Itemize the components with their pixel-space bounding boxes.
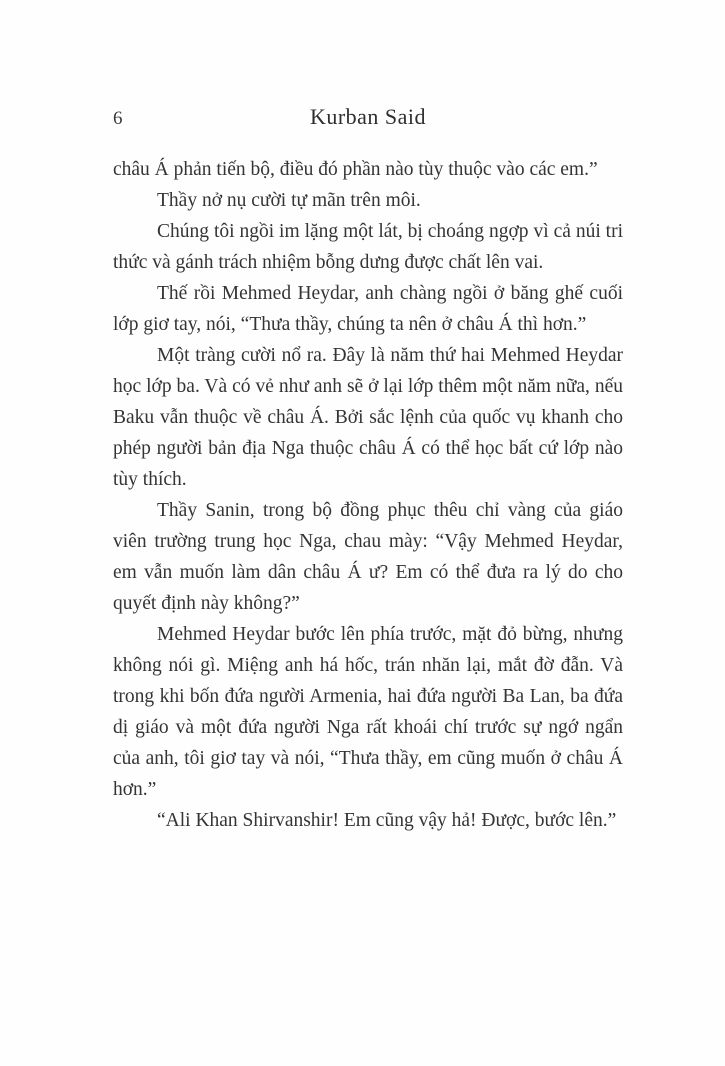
- paragraph-continuation: châu Á phản tiến bộ, điều đó phần nào tùy thuộc vào các em.”: [113, 159, 598, 180]
- paragraph: Một tràng cười nổ ra. Đây là năm thứ hai Mehmed Heydar học lớp ba. Và có vẻ như anh sẽ ở lại lớp thêm một năm nữa, nếu Baku vẫn thuộc về châu Á. Bởi sắc lệnh của quốc vụ khanh cho phép người bản địa Nga thuộc châu Á có thể học bất cứ lớp nào tùy thích.: [113, 345, 623, 490]
- paragraph: Thầy Sanin, trong bộ đồng phục thêu chỉ vàng của giáo viên trường trung học Nga, chau mày: “Vậy Mehmed Heydar, em vẫn muốn làm dân châu Á ư? Em có thể đưa ra lý do cho quyết định này không?”: [113, 500, 623, 614]
- paragraph: Thầy nở nụ cười tự mãn trên môi.: [157, 190, 421, 211]
- running-head: Kurban Said: [309, 104, 427, 129]
- paragraph: Thế rồi Mehmed Heydar, anh chàng ngồi ở băng ghế cuối lớp giơ tay, nói, “Thưa thầy, chúng ta nên ở châu Á thì hơn.”: [113, 283, 623, 335]
- page-number: 6: [113, 108, 123, 129]
- page-header: [113, 104, 623, 130]
- page-body: [113, 154, 623, 836]
- paragraph: Mehmed Heydar bước lên phía trước, mặt đỏ bừng, nhưng không nói gì. Miệng anh há hốc, trán nhăn lại, mắt đờ đẫn. Và trong khi bốn đứa người Armenia, hai đứa người Ba Lan, ba đứa dị giáo và một đứa người Nga rất khoái chí trước sự ngớ ngẩn của anh, tôi giơ tay và nói, “Thưa thầy, em cũng muốn ở châu Á hơn.”: [113, 624, 623, 800]
- paragraph: “Ali Khan Shirvanshir! Em cũng vậy hả! Được, bước lên.”: [157, 810, 617, 831]
- paragraph: Chúng tôi ngồi im lặng một lát, bị choáng ngợp vì cả núi tri thức và gánh trách nhiệm bỗng dưng được chất lên vai.: [113, 221, 623, 273]
